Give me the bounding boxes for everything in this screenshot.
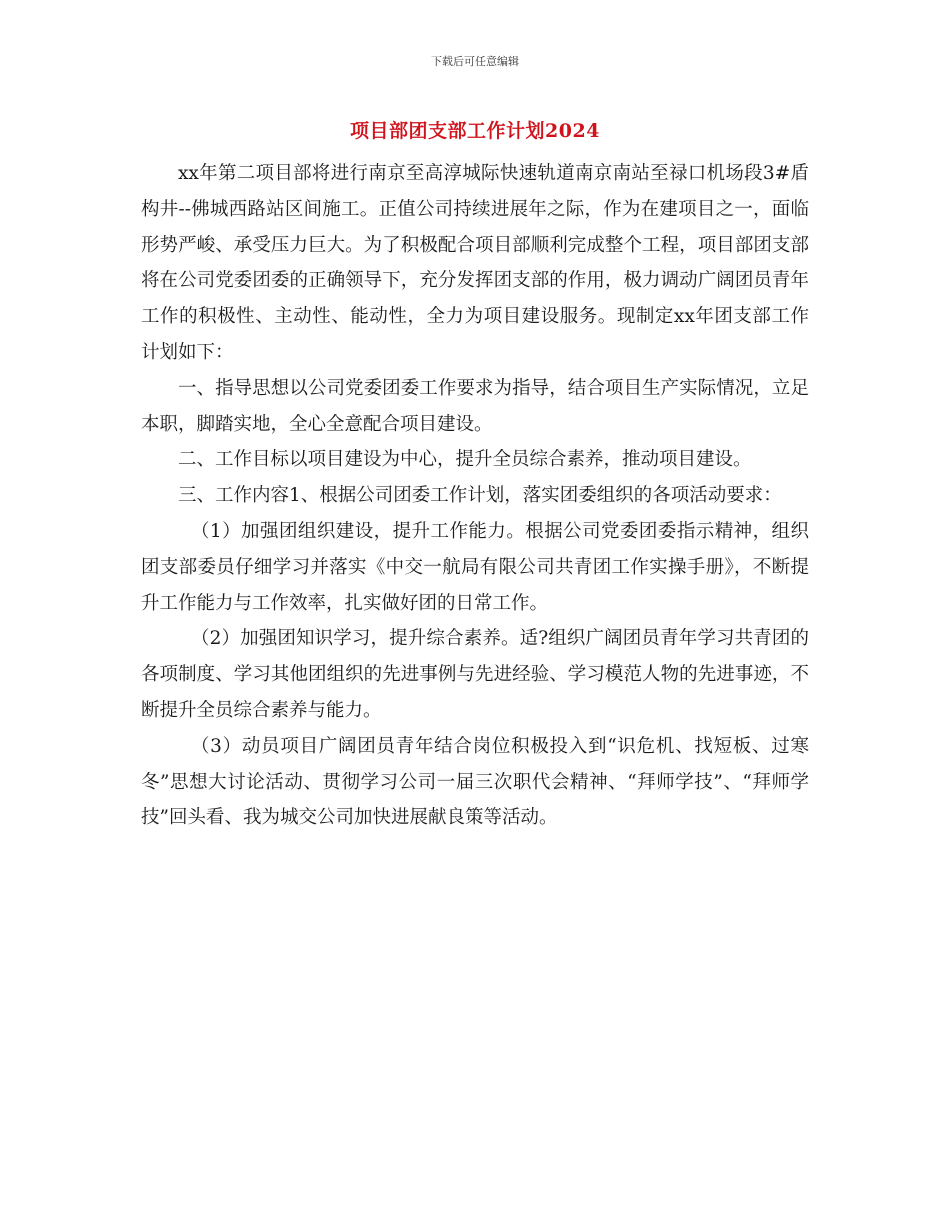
page-header: 下载后可任意编辑	[431, 55, 519, 68]
work-item-3-paragraph: （3）动员项目广阔团员青年结合岗位积极投入到“识危机、找短板、过寒冬”思想大讨论活动、贯彻学习公司一届三次职代会精神、“拜师学技”、“拜师学技”回头看、我为城交公司加快进展献良策等活动。	[141, 735, 809, 829]
document-body	[141, 156, 809, 836]
document-title: 项目部团支部工作计划2024	[350, 120, 600, 142]
work-item-1-paragraph: （1）加强团组织建设，提升工作能力。根据公司党委团委指示精神，组织团支部委员仔细学习并落实《中交一航局有限公司共青团工作实操手册》，不断提升工作能力与工作效率，扎实做好团的日常工作。	[141, 520, 809, 614]
work-item-2-paragraph: （2）加强团知识学习，提升综合素养。适?组织广阔团员青年学习共青团的各项制度、学习其他团组织的先进事例与先进经验、学习模范人物的先进事迹，不断提升全员综合素养与能力。	[141, 628, 809, 721]
guiding-ideology-paragraph: 一、指导思想以公司党委团委工作要求为指导，结合项目生产实际情况，立足本职，脚踏实地，全心全意配合项目建设。	[141, 377, 809, 435]
work-content-paragraph: 三、工作内容1、根据公司团委工作计划，落实团委组织的各项活动要求：	[178, 485, 782, 507]
intro-paragraph: xx年第二项目部将进行南京至高淳城际快速轨道南京南站至禄口机场段3#盾构井--佛城西路站区间施工。正值公司持续进展年之际，作为在建项目之一，面临形势严峻、承受压力巨大。为了积极配合项目部顺利完成整个工程，项目部团支部将在公司党委团委的正确领导下，充分发挥团支部的作用，极力调动广阔团员青年工作的积极性、主动性、能动性，全力为项目建设服务。现制定xx年团支部工作计划如下：	[141, 163, 809, 363]
work-goal-paragraph: 二、工作目标以项目建设为中心，提升全员综合素养，推动项目建设。	[178, 449, 752, 471]
